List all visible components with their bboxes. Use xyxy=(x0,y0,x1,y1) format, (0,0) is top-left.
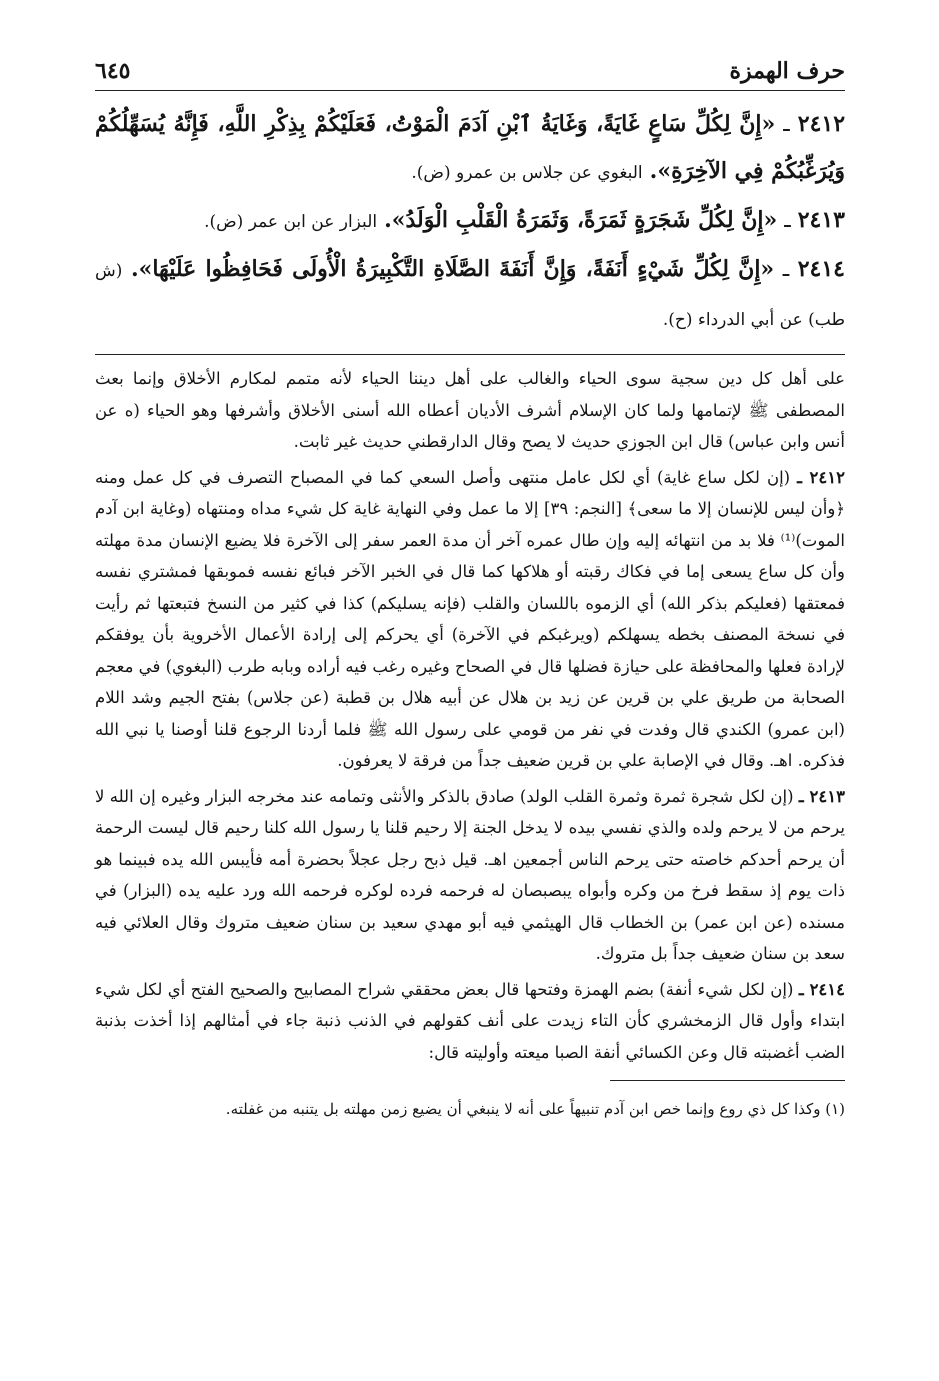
footnote-divider xyxy=(610,1080,845,1081)
commentary-2412 xyxy=(95,462,845,777)
chapter-title: حرف الهمزة xyxy=(729,58,845,84)
footnote: (١) وكذا كل ذي روع وإنما خص ابن آدم تنبيهاً على أنه لا ينبغي أن يضيع زمن مهلته بل يتنبه من غفلته. xyxy=(225,1100,845,1118)
commentary-2413 xyxy=(95,781,845,970)
hadith-text: «إِنَّ لِكُلِّ شَجَرَةٍ ثَمَرَةً، وَثَمَرَةُ الْقَلْبِ الْوَلَدُ». xyxy=(384,207,778,233)
commentary-number: ٢٤١٢ ـ xyxy=(797,467,845,487)
section-divider xyxy=(95,354,845,355)
hadith-text: «إِنَّ لِكُلِّ سَاعٍ غَايَةً، وَغَايَةُ ٱبْنِ آدَمَ الْمَوْتُ، فَعَلَيْكُمْ بِذِكْرِ اللَّهِ، فَإِنَّهُ يُسَهِّلُكُمْ وَيُرَغِّبُكُمْ فِي الآخِرَةِ». xyxy=(95,111,845,184)
hadith-source: البزار عن ابن عمر (ض). xyxy=(204,212,378,232)
hadith-text: «إِنَّ لِكُلِّ شَيْءٍ أَنَفَةً، وَإِنَّ أَنَفَةَ الصَّلَاةِ التَّكْبِيرَةُ الْأُولَى فَحَافِظُوا عَلَيْهَا». xyxy=(130,256,775,282)
commentary-text: (إن لكل ساع غاية) أي لكل عامل منتهى وأصل السعي كما في المصباح التصرف في كل عمل ومنه ﴿وأن ليس للإنسان إلا ما سعى﴾ [النجم: ٣٩] إلا ما عمل وفي النهاية غاية كل شيء مداه ومنتهاه (وغاية ابن آدم الموت)⁽¹⁾ فلا بد من انتهائه إليه وإن طال عمره آخر أن مدة العمر سفر إلى الآخرة فلا يضيع الإنسان مدة مهلته وأن كل ساع يسعى إما في فكاك رقبته أو هلاكها كما قال في الخبر الآخر فبائع نفسه فموبقها فمشتري نفسه فمعتقها (فعليكم بذكر الله) أي الزموه باللسان والقلب (فإنه يسليكم) كذا في كثير من النسخ فتبعتها ثم رأيت في نسخة المصنف بخطه يسهلكم (ويرغبكم في الآخرة) أي يحركم إلى إرادة الأعمال الأخروية بأن يوفقكم لإرادة فعلها والمحافظة على حيازة فضلها قال في الصحاح وغيره رغب فيه أراده وبابه طرب (البغوي) في معجم الصحابة من طريق علي بن قرين عن زيد بن هلال عن أبيه هلال بن قطبة (عن جلاس) بفتح الجيم وشد اللام (ابن عمرو) الكندي قال وفدت في نفر من قومي على رسول الله ﷺ فلما أردنا الرجوع قلنا أوصنا يا نبي الله فذكره. اهـ. وقال في الإصابة علي بن قرين ضعيف جداً من فرقة لا يعرفون. xyxy=(95,467,846,770)
commentary-intro: على أهل كل دين سجية سوى الحياء والغالب على أهل ديننا الحياء لأنه متمم لمكارم الأخلاق وإنما بعث المصطفى ﷺ لإتمامها ولما كان الإسلام أشرف الأديان أعطاه الله أسنى الأخلاق وأشرفها وهو الحياء (ه عن أنس وابن عباس) قال ابن الجوزي حديث لا يصح وقال الدارقطني حديث غير ثابت. xyxy=(95,369,845,451)
page-header xyxy=(95,50,845,91)
hadith-2414: ٢٤١٤ ـ «إِنَّ لِكُلِّ شَيْءٍ أَنَفَةً، وَإِنَّ أَنَفَةَ الصَّلَاةِ التَّكْبِيرَةُ الْأُولَى فَحَافِظُوا عَلَيْهَا». (ش طب) عن أبي الدرداء (ح). xyxy=(95,256,845,330)
hadith-2412: ٢٤١٢ ـ «إِنَّ لِكُلِّ سَاعٍ غَايَةً، وَغَايَةُ ٱبْنِ آدَمَ الْمَوْتُ، فَعَلَيْكُمْ بِذِكْرِ اللَّهِ، فَإِنَّهُ يُسَهِّلُكُمْ وَيُرَغِّبُكُمْ فِي الآخِرَةِ». البغوي عن جلاس بن عمرو (ض). xyxy=(95,111,846,184)
hadith-number: ٢٤١٣ xyxy=(797,207,845,233)
hadith-2413: ٢٤١٣ ـ «إِنَّ لِكُلِّ شَجَرَةٍ ثَمَرَةً، وَثَمَرَةُ الْقَلْبِ الْوَلَدُ». البزار عن ابن عمر (ض). xyxy=(204,207,845,233)
commentary-2414 xyxy=(95,974,845,1069)
book-page xyxy=(95,50,845,1350)
hadith-source: (ش طب) عن أبي الدرداء (ح). xyxy=(95,261,845,330)
hadith-number: ٢٤١٢ xyxy=(797,111,846,137)
commentary-number: ٢٤١٣ ـ xyxy=(798,786,845,806)
commentary-number: ٢٤١٤ ـ xyxy=(798,979,846,999)
hadith-source: البغوي عن جلاس بن عمرو (ض). xyxy=(411,163,643,183)
hadith-number: ٢٤١٤ xyxy=(797,256,845,282)
commentary-text: (إن لكل شيء أنفة) بضم الهمزة وفتحها قال بعض محققي شراح المصابيح والصحيح الفتح أي لكل شيء ابتداء وأول قال الزمخشري كأن التاء زيدت على أنف كقولهم في الذنب ذنبة جاء في أمثالهم إذا أخذت بذنبة الضب أغضبته قال وعن الكسائي أنفة الصبا ميعته وأوليته قال: xyxy=(95,979,845,1062)
commentary-text: (إن لكل شجرة ثمرة وثمرة القلب الولد) صادق بالذكر والأنثى وتمامه عند مخرجه البزار وغيره إن الله لا يرحم من لا يرحم ولده والذي نفسي بيده لا يدخل الجنة إلا رحيم قلنا يا رسول الله كلنا رحيم قال ليست الرحمة أن يرحم أحدكم خاصته حتى يرحم الناس أجمعين اهـ. قيل ذبح رجل عجلاً بحضرة أمه فأيبس الله يده فبينما هو ذات يوم إذ سقط فرخ من وكره وأبواه يبصبصان له فرحمه فرده لوكره فرحمه الله ورد عليه يده (البزار) في مسنده (عن ابن عمر) بن الخطاب قال الهيثمي فيه أبو مهدي سعيد بن سنان ضعيف متروك وقال العلائي فيه سعد بن سنان ضعيف جداً بل متروك. xyxy=(95,786,845,963)
page-number: ٦٤٥ xyxy=(95,58,131,84)
